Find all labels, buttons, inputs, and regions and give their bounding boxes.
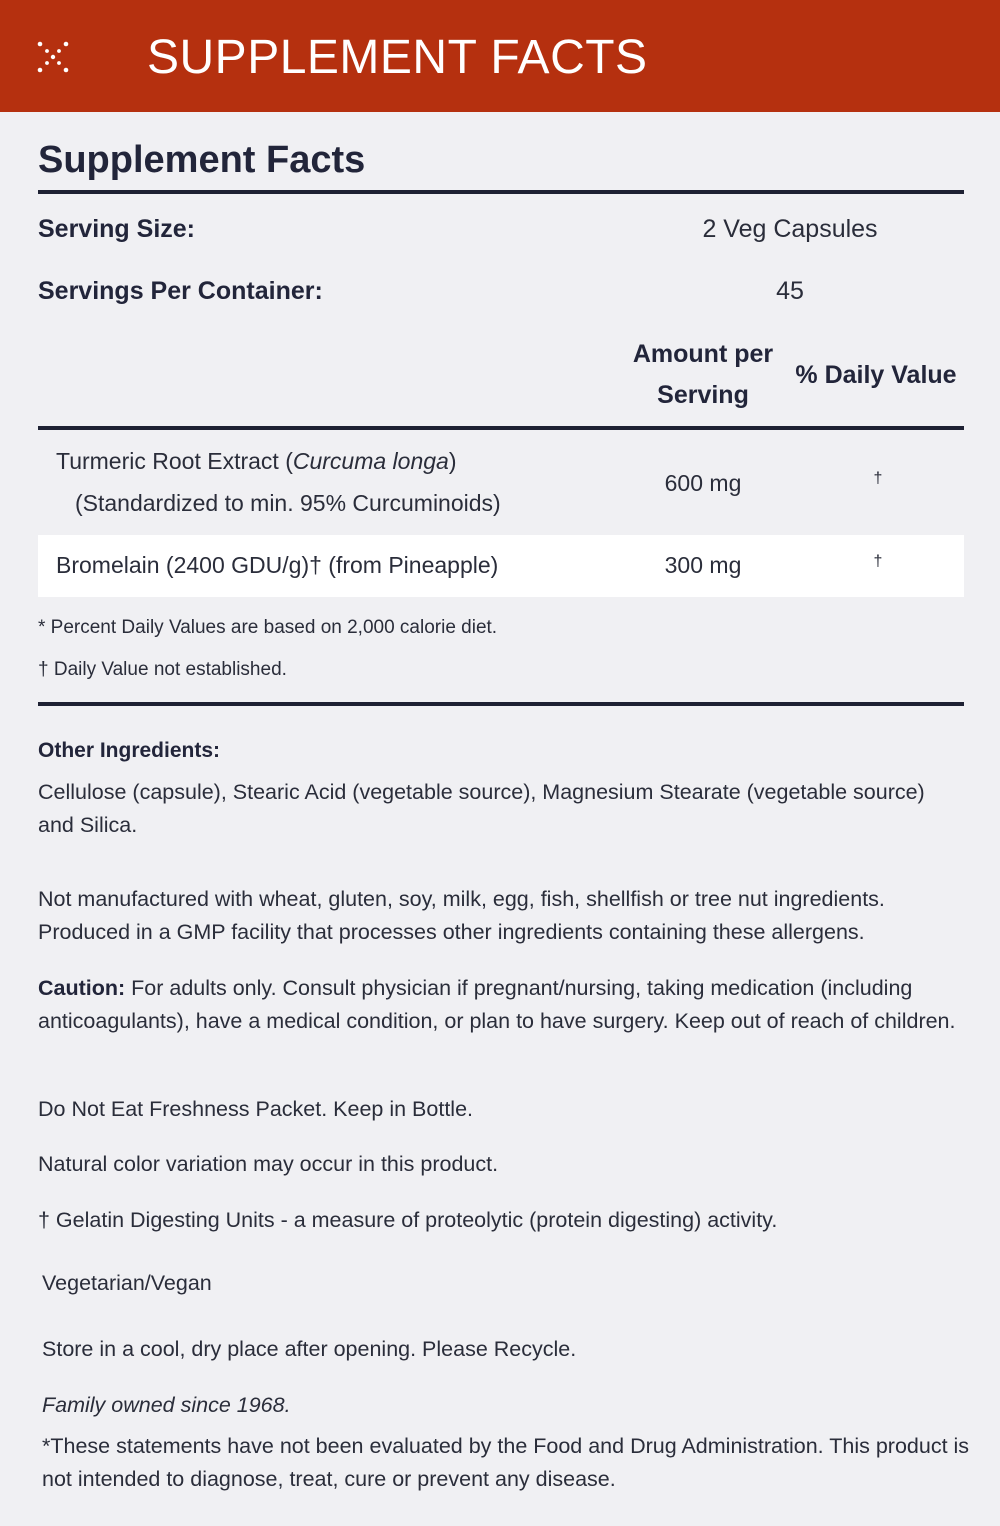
caution-statement — [38, 972, 964, 1038]
caution-label: Caution: — [38, 976, 126, 1000]
servings-per-container-label: Servings Per Container: — [38, 277, 323, 305]
header-title: SUPPLEMENT FACTS — [147, 31, 648, 84]
footnote-dagger: † Daily Value not established. — [38, 659, 287, 680]
ingredient-name: Turmeric Root Extract (Curcuma longa) — [56, 448, 457, 474]
family-owned-note: Family owned since 1968. — [42, 1393, 291, 1417]
sparkle-icon — [36, 40, 70, 74]
other-ingredients-text: Cellulose (capsule), Stearic Acid (vegetable source), Magnesium Stearate (vegetable source) and Silica. — [38, 780, 925, 837]
table-header-divider — [38, 426, 964, 430]
facts-title: Supplement Facts — [38, 139, 366, 181]
caution-text: For adults only. Consult physician if pregnant/nursing, taking medication (including anticoagulants), have a medical condition, or plan to have surgery. Keep out of reach of children. — [38, 976, 956, 1033]
amount-header-line1: Amount per — [632, 340, 774, 368]
ingredient-amount: 300 mg — [664, 552, 742, 578]
serving-size-value: 2 Veg Capsules — [702, 215, 878, 243]
ingredient-row — [38, 432, 964, 534]
gdu-definition: † Gelatin Digesting Units - a measure of proteolytic (protein digesting) activity. — [38, 1208, 778, 1232]
serving-size-label: Serving Size: — [38, 215, 195, 243]
storage-instructions: Store in a cool, dry place after opening. Please Recycle. — [42, 1337, 577, 1361]
ingredient-standardization: (Standardized to min. 95% Curcuminoids) — [75, 490, 501, 516]
freshness-packet-note: Do Not Eat Freshness Packet. Keep in Bottle. — [38, 1097, 473, 1121]
ingredient-daily-value: † — [873, 553, 883, 570]
ingredient-amount: 600 mg — [664, 470, 742, 496]
amount-per-serving-header — [618, 334, 788, 416]
other-ingredients-heading: Other Ingredients: — [38, 739, 221, 762]
ingredient-daily-value: † — [873, 470, 883, 487]
servings-per-container-value: 45 — [776, 277, 804, 305]
daily-value-header: % Daily Value — [795, 361, 957, 389]
fda-disclaimer: *These statements have not been evaluated by the Food and Drug Administration. This product is not intended to diagnose, treat, cure or prevent any disease. — [42, 1434, 970, 1491]
header-banner — [0, 0, 1000, 112]
amount-header-line2: Serving — [657, 381, 749, 409]
footnote-percent: * Percent Daily Values are based on 2,000 calorie diet. — [38, 617, 498, 638]
vegan-label: Vegetarian/Vegan — [42, 1271, 212, 1295]
facts-bottom-divider — [38, 702, 964, 706]
title-divider — [38, 190, 964, 194]
allergen-statement: Not manufactured with wheat, gluten, soy, milk, egg, fish, shellfish or tree nut ingredients. Produced in a GMP facility that processes other ingredients containing these allergens. — [38, 887, 885, 944]
color-variation-note: Natural color variation may occur in this product. — [38, 1152, 499, 1176]
ingredient-name: Bromelain (2400 GDU/g)† (from Pineapple) — [56, 552, 499, 578]
ingredient-row — [38, 535, 964, 597]
